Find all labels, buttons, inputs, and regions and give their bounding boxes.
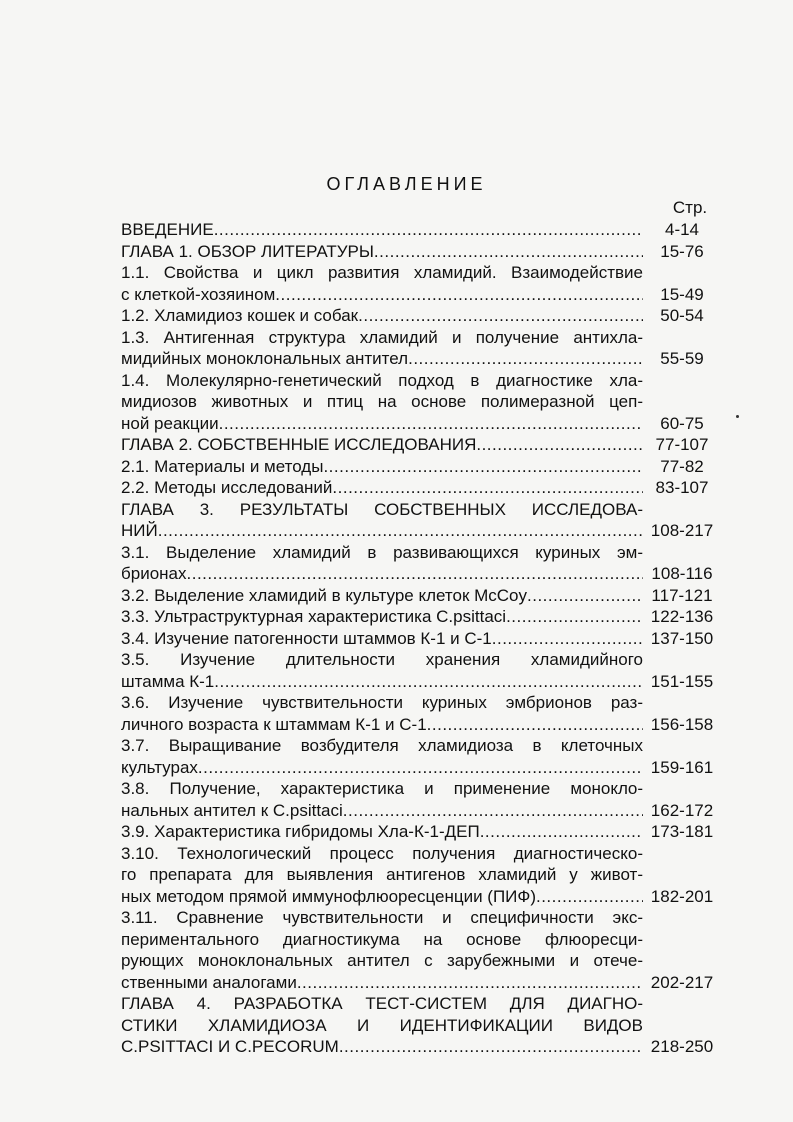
toc-entry-line: 3.3. Ультраструктурная характеристика C.psittaci ..... [121, 606, 643, 628]
toc-entry-line: ных методом прямой иммунофлюоресценции (ПИФ) ..... [121, 886, 643, 908]
toc-entry [121, 821, 721, 843]
toc-entry-line: ГЛАВА 1. ОБЗОР ЛИТЕРАТУРЫ ..... [121, 241, 643, 263]
toc-entry-line: культурах ..... [121, 757, 643, 779]
toc-entry-page: 15-76 [660, 241, 704, 261]
toc-entry-page: 202-217 [650, 972, 714, 992]
toc-entry-page: 15-49 [660, 284, 704, 304]
toc-entry-title [121, 692, 643, 735]
page-column-header: Стр. [672, 198, 708, 217]
toc-entry [121, 907, 721, 993]
toc-entry [121, 778, 721, 821]
toc-entry [121, 542, 721, 585]
toc-entry [121, 370, 721, 435]
toc-entry-line: 3.5. Изучение длительности хранения хламидийного [121, 650, 643, 669]
toc-entry-title [121, 477, 643, 499]
toc-entry [121, 327, 721, 370]
toc-entry-line: C.PSITTACI И C.PECORUM ..... [121, 1036, 643, 1058]
toc-entry-line: ГЛАВА 2. СОБСТВЕННЫЕ ИССЛЕДОВАНИЯ ..... [121, 434, 643, 456]
toc-entry-line: с клеткой-хозяином ..... [121, 284, 643, 306]
toc-entry [121, 649, 721, 692]
toc-entry [121, 993, 721, 1058]
toc-entry-line: 3.4. Изучение патогенности штаммов К-1 и С-1 ..... [121, 628, 643, 650]
toc-entry [121, 628, 721, 650]
toc-entry-line: 3.11. Сравнение чувствительности и специфичности экс- [121, 908, 643, 927]
toc-entry-line: 3.2. Выделение хламидий в культуре клеток McCoy ..... [121, 585, 643, 607]
toc-entry-title [121, 821, 643, 843]
toc-entry-title [121, 434, 643, 456]
toc-entry-page: 137-150 [650, 628, 714, 648]
toc-entry-title [121, 262, 643, 305]
toc-entry-line: ГЛАВА 4. РАЗРАБОТКА ТЕСТ-СИСТЕМ ДЛЯ ДИАГНО- [121, 994, 643, 1013]
toc-entry-line: периментального диагностикума на основе флюоресци- [121, 929, 643, 949]
toc-entry-page: 83-107 [655, 478, 709, 497]
toc-entry-line: 3.10. Технологический процесс получения диагностическо- [121, 843, 643, 863]
toc-entry-line: личного возраста к штаммам К-1 и С-1 ..... [121, 714, 643, 736]
toc-entry-title [121, 606, 643, 628]
toc-entry-title [121, 370, 643, 435]
toc-entry [121, 606, 721, 628]
toc-entry-title [121, 778, 643, 821]
toc-entry-line: ственными аналогами ..... [121, 972, 643, 994]
toc-entry [121, 434, 721, 456]
toc-entry-page: 60-75 [660, 413, 704, 433]
toc-entry-line: брионах ..... [121, 563, 643, 585]
toc-entry-page: 159-161 [650, 757, 714, 777]
toc-entry-title [121, 649, 643, 692]
toc-entry-page: 122-136 [650, 607, 714, 626]
toc-entry-title [121, 735, 643, 778]
toc-entry [121, 305, 721, 327]
toc-entry-line: мидийных моноклональных антител ..... [121, 348, 643, 370]
toc-entry [121, 585, 721, 607]
toc-entry [121, 692, 721, 735]
toc-entry-page: 50-54 [660, 306, 704, 325]
toc-entry-line: 3.9. Характеристика гибридомы Хла-К-1-ДЕП ..... [121, 821, 643, 843]
toc-entry-line: ГЛАВА 3. РЕЗУЛЬТАТЫ СОБСТВЕННЫХ ИССЛЕДОВА- [121, 499, 643, 519]
toc-entry-line: 2.1. Материалы и методы ..... [121, 456, 643, 478]
toc-entry-title [121, 993, 643, 1058]
toc-entry [121, 219, 721, 241]
toc-entry-title [121, 843, 643, 908]
toc-entry-page: 162-172 [650, 800, 714, 820]
toc-entry-page: 55-59 [660, 349, 704, 368]
toc-entry-line: рующих моноклональных антител с зарубежными и отече- [121, 951, 643, 970]
toc-title: ОГЛАВЛЕНИЕ [326, 174, 487, 194]
toc-entry-line: 3.1. Выделение хламидий в развивающихся куриных эм- [121, 542, 643, 562]
toc-entry-title [121, 542, 643, 585]
toc-entry-line: мидиозов животных и птиц на основе полимеразной цеп- [121, 392, 643, 411]
toc-entry [121, 262, 721, 305]
toc-entry-page: 108-217 [650, 521, 714, 540]
toc-entry-line: ной реакции ..... [121, 413, 643, 435]
toc-entry-page: 173-181 [650, 822, 714, 841]
toc-entry-page: 108-116 [651, 564, 713, 583]
toc-entry-page: 218-250 [650, 1037, 714, 1056]
toc-entry-page: 77-82 [660, 456, 704, 476]
toc-entry-title [121, 499, 643, 542]
toc-entry [121, 735, 721, 778]
toc-entry-line: 1.4. Молекулярно-генетический подход в диагностике хла- [121, 370, 643, 390]
toc-entry-title [121, 219, 643, 241]
toc-entry [121, 499, 721, 542]
table-of-contents [121, 219, 721, 1058]
toc-entry-line: ВВЕДЕНИЕ ..... [121, 219, 643, 241]
toc-entry-title [121, 456, 643, 478]
toc-entry-page: 77-107 [655, 435, 709, 454]
toc-entry-line: 2.2. Методы исследований ..... [121, 477, 643, 499]
toc-entry-title [121, 585, 643, 607]
toc-entry-page: 156-158 [650, 714, 714, 734]
toc-entry-line: 1.3. Антигенная структура хламидий и получение антихла- [121, 327, 643, 347]
toc-entry-page: 4-14 [664, 220, 700, 239]
toc-entry-title [121, 907, 643, 993]
toc-entry-page: 151-155 [650, 671, 714, 691]
toc-entry-line: НИЙ ..... [121, 520, 643, 542]
scan-speck [736, 415, 739, 418]
toc-entry-title [121, 327, 643, 370]
toc-entry-title [121, 241, 643, 263]
toc-entry [121, 843, 721, 908]
toc-entry-line: 3.7. Выращивание возбудителя хламидиоза в клеточных [121, 736, 643, 755]
toc-entry-page: 182-201 [650, 886, 714, 906]
toc-entry-line: 3.6. Изучение чувствительности куриных эмбрионов раз- [121, 693, 643, 712]
toc-entry-line: 1.2. Хламидиоз кошек и собак ..... [121, 305, 643, 327]
toc-entry-line: го препарата для выявления антигенов хламидий у живот- [121, 865, 643, 884]
toc-entry-line: штамма К-1 ..... [121, 671, 643, 693]
toc-entry-title [121, 628, 643, 650]
toc-entry-line: 1.1. Свойства и цикл развития хламидий. Взаимодействие [121, 263, 643, 282]
toc-entry-line: 3.8. Получение, характеристика и применение моноклo- [121, 779, 643, 798]
toc-entry-page: 117-121 [651, 585, 713, 605]
toc-entry-line: нальных антител к C.psittaci ..... [121, 800, 643, 822]
toc-entry [121, 477, 721, 499]
toc-entry [121, 241, 721, 263]
toc-entry-title [121, 305, 643, 327]
toc-entry-line: СТИКИ ХЛАМИДИОЗА И ИДЕНТИФИКАЦИИ ВИДОВ [121, 1015, 643, 1035]
toc-entry [121, 456, 721, 478]
